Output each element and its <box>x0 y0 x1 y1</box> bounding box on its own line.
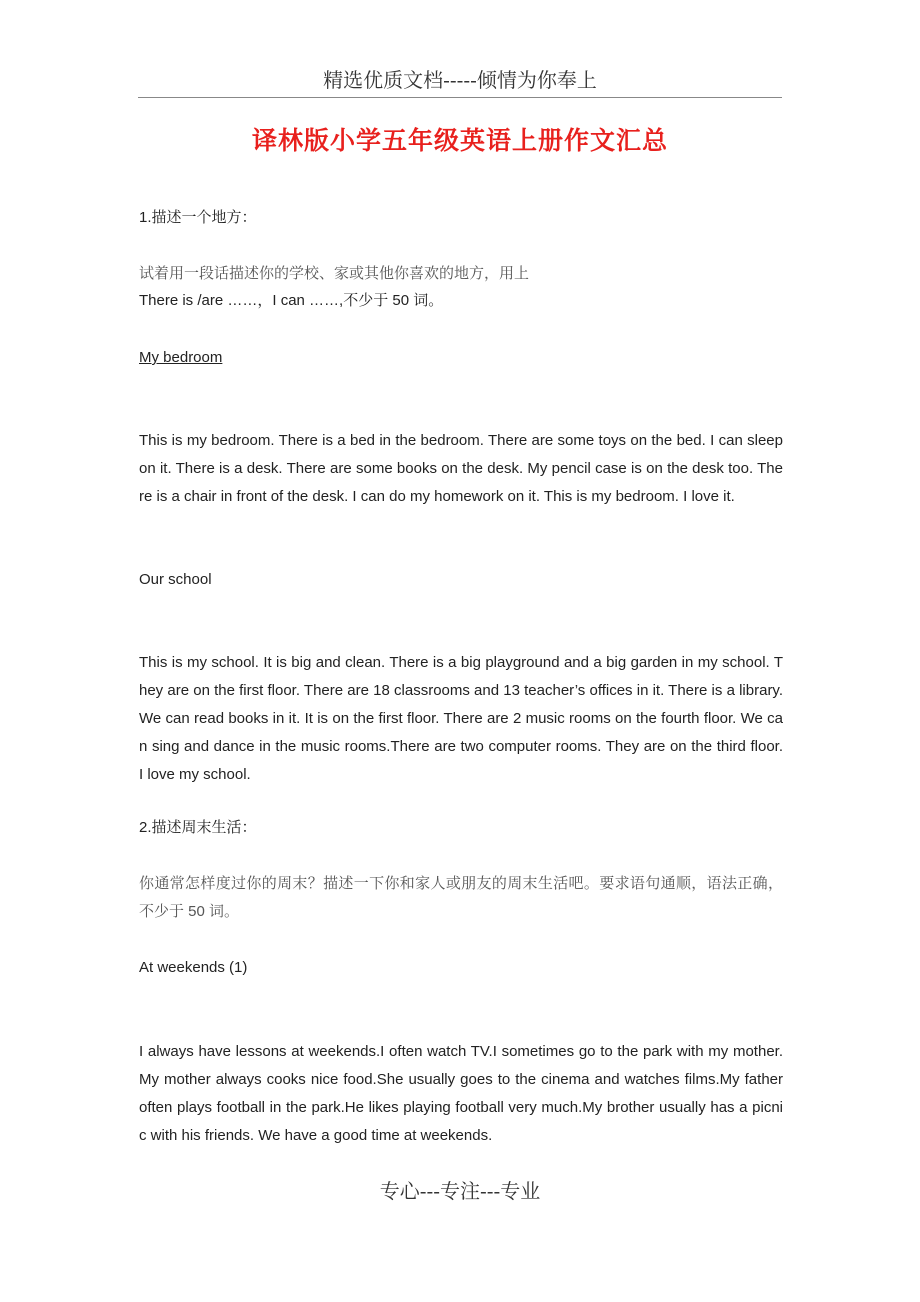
section2-prompt: 你通常怎样度过你的周末？描述一下你和家人或朋友的周末生活吧。要求语句通顺，语法正确，不少于 50 词。 <box>139 875 783 920</box>
header-divider <box>138 97 782 98</box>
section2-heading: 2.描述周末生活： <box>139 819 257 836</box>
document-title: 译林版小学五年级英语上册作文汇总 <box>251 127 668 155</box>
section1-heading: 1.描述一个地方： <box>139 209 257 226</box>
essay-title-at-weekends: At weekends (1) <box>139 959 248 976</box>
essay-title-my-bedroom: My bedroom <box>139 349 223 366</box>
essay-body-my-bedroom: This is my bedroom. There is a bed in the bedroom. There are some toys on the bed. I can sleep on it. There is a desk. There are some books on the desk. My pencil case is on the desk too. There is a chair in front of the desk. I can do my homework on it. This is my bedroom. I love it. <box>139 432 783 505</box>
page-footer: 专心---专注---专业 <box>379 1179 541 1203</box>
essay-title-our-school: Our school <box>139 571 212 588</box>
page-header: 精选优质文档-----倾情为你奉上 <box>323 68 597 92</box>
essay-body-at-weekends: I always have lessons at weekends.I often watch TV.I sometimes go to the park with my mother.My mother always cooks nice food.She usually goes to the cinema and watches films.My father often plays football in the park.He likes playing football very much.My brother usually has a picnic with his friends. We have a good time at weekends. <box>139 1043 783 1144</box>
essay-body-our-school: This is my school. It is big and clean. There is a big playground and a big garden in my school. They are on the first floor. There are 18 classrooms and 13 teacher’s offices in it. There is a library. We can read books in it. It is on the first floor. There are 2 music rooms on the fourth floor. We can sing and dance in the music rooms.There are two computer rooms. They are on the third floor. I love my school. <box>139 654 783 783</box>
section1-prompt-line2: There is /are ……，I can ……,不少于 50 词。 <box>139 292 444 309</box>
section1-prompt-line1: 试着用一段话描述你的学校、家或其他你喜欢的地方，用上 <box>139 265 530 282</box>
